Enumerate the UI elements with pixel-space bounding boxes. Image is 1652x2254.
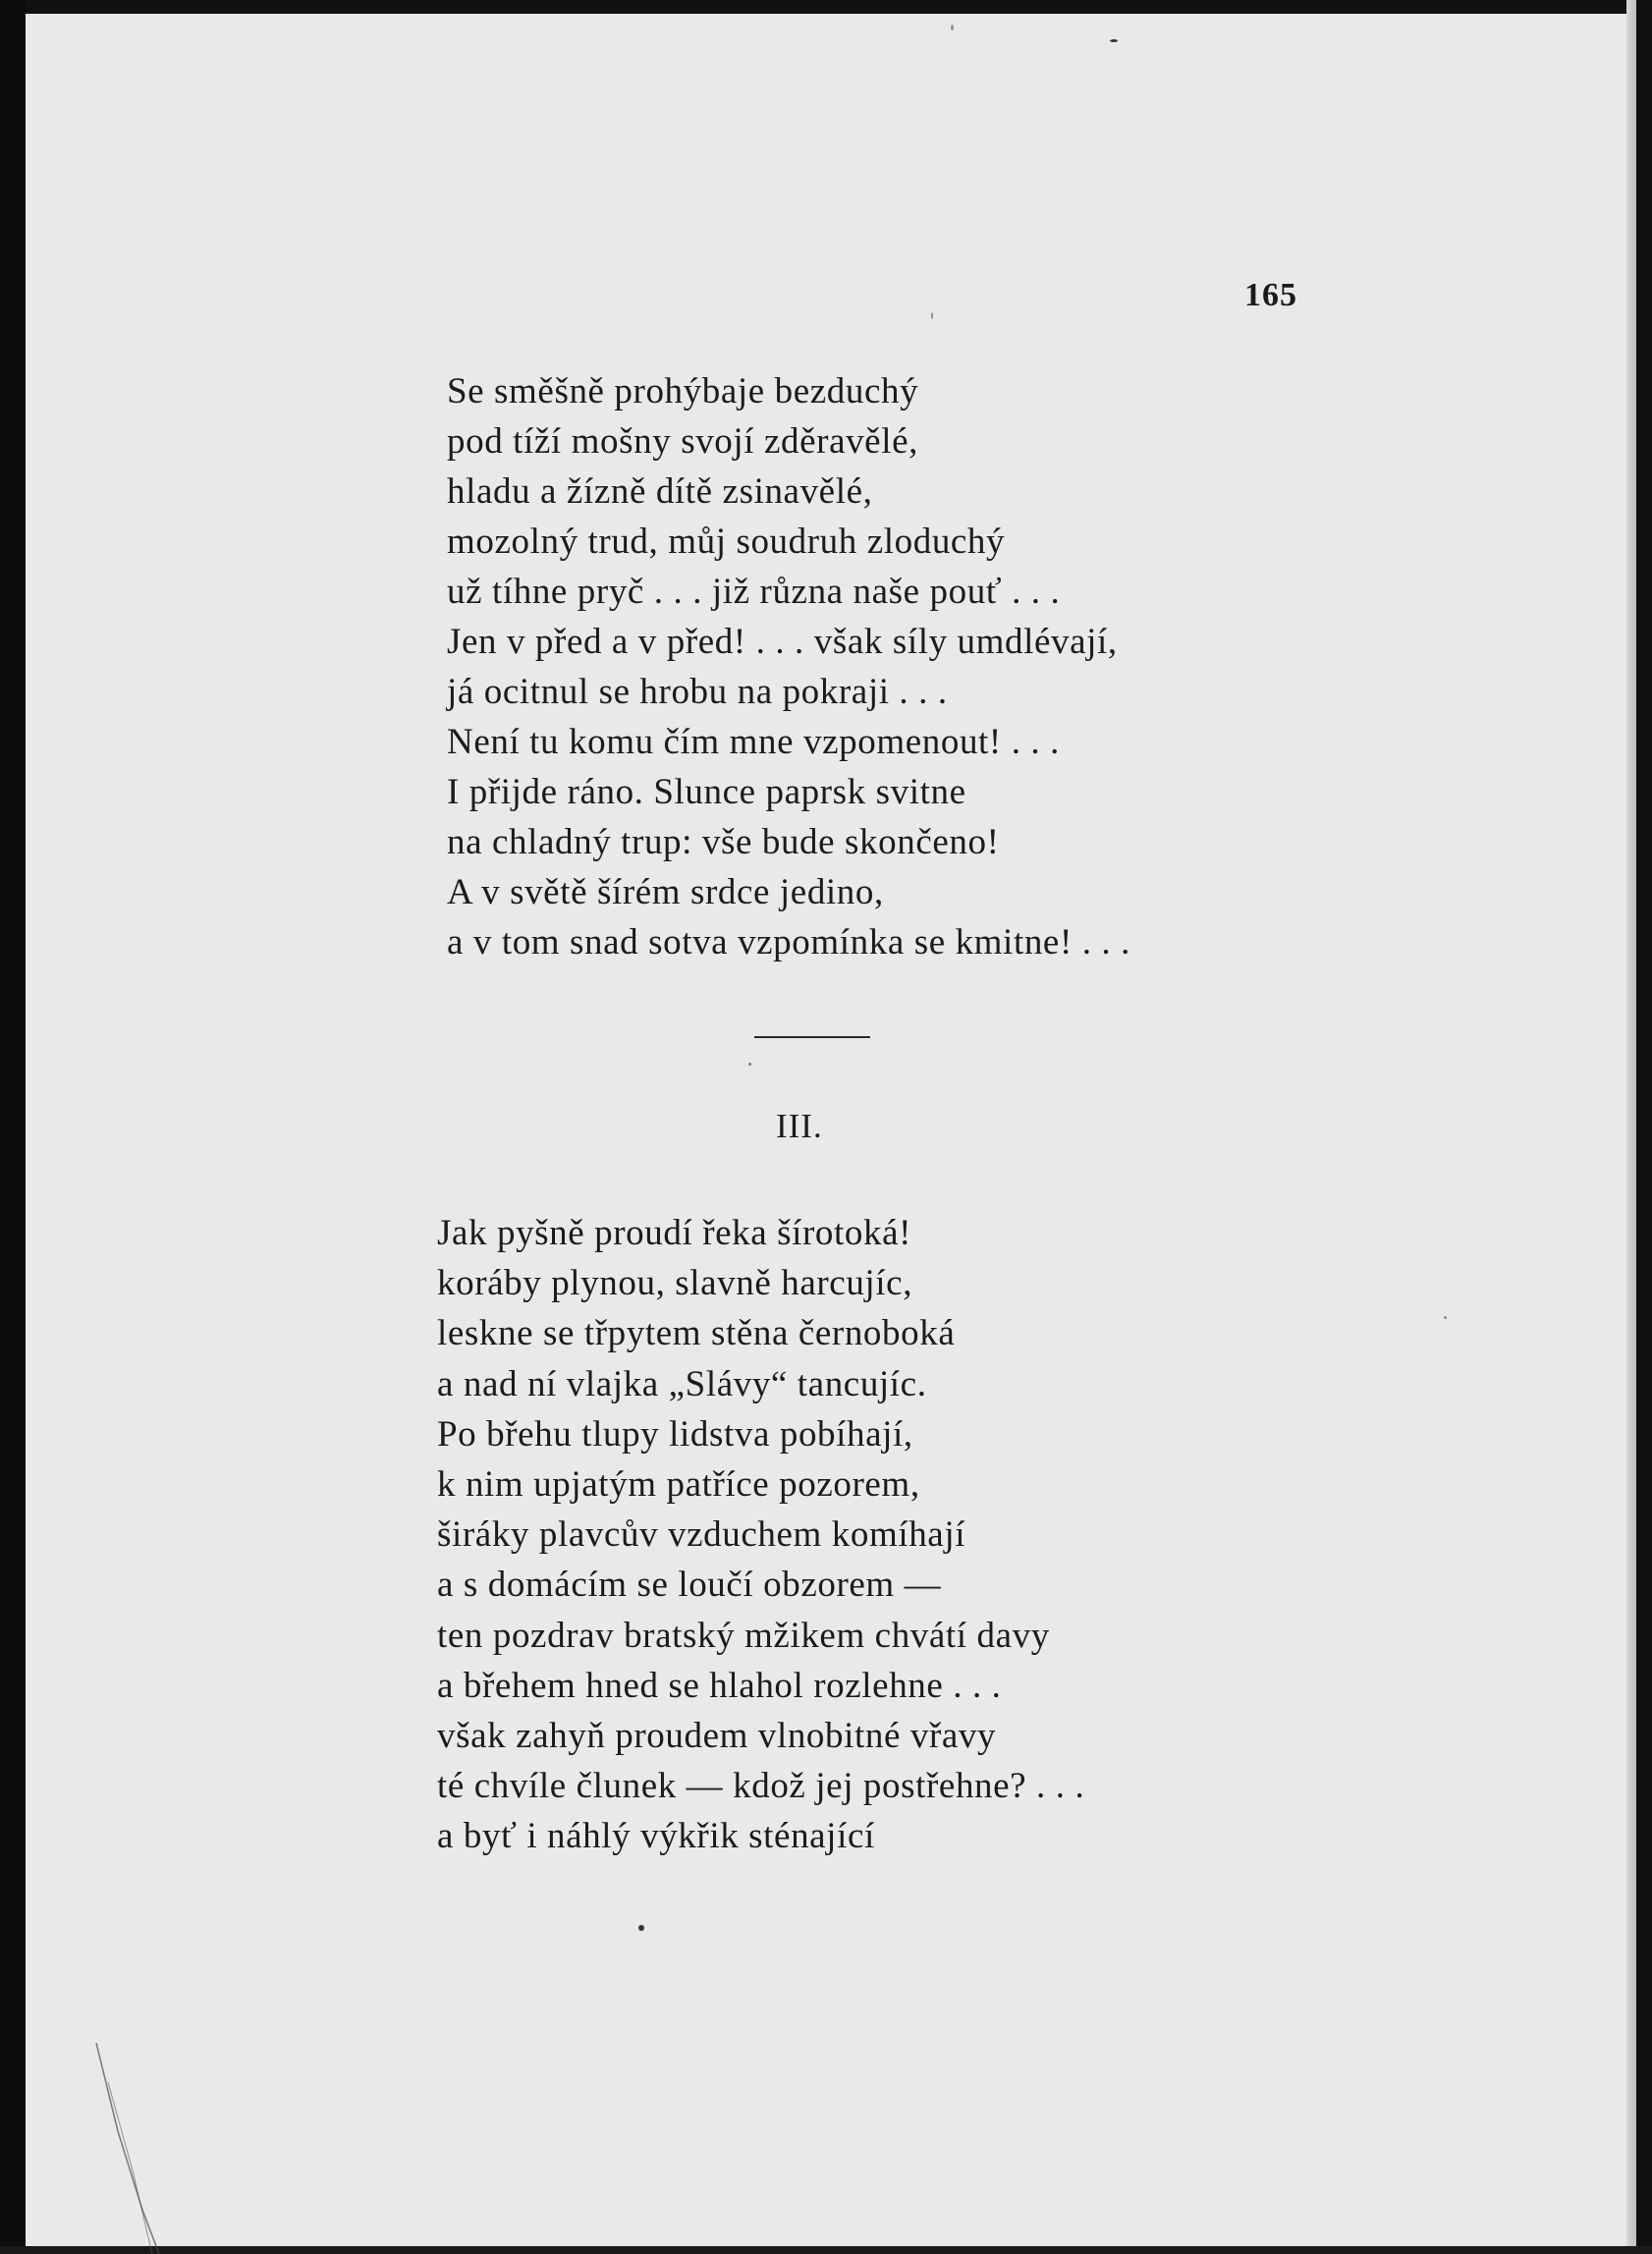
verse-line: mozolný trud, můj soudruh zloduchý: [447, 522, 1006, 562]
verse-line: však zahyň proudem vlnobitné vřavy: [437, 1715, 997, 1756]
scan-border-right: [1636, 0, 1652, 2254]
poem-stanza-2: [437, 1208, 1084, 1861]
verse-line: I přijde ráno. Slunce paprsk svitne: [447, 772, 966, 812]
verse-line: na chladný trup: vše bude skončeno!: [447, 822, 1000, 862]
page-number: 165: [1244, 277, 1297, 313]
dust-speck: [1110, 39, 1118, 42]
verse-line: a břehem hned se hlahol rozlehne . . .: [437, 1665, 1002, 1706]
verse-line: a nad ní vlajka „Slávy“ tancujíc.: [437, 1363, 927, 1404]
section-heading: III.: [776, 1107, 823, 1145]
verse-line: hladu a žízně dítě zsinavělé,: [447, 471, 873, 512]
poem-stanza-1: [447, 366, 1130, 967]
verse-line: Se směšně prohýbaje bezduchý: [447, 371, 919, 412]
verse-line: ten pozdrav bratský mžikem chvátí davy: [437, 1615, 1050, 1656]
dust-speck: [1444, 1316, 1447, 1319]
section-divider: [754, 1036, 870, 1038]
dust-speck: [748, 1063, 751, 1066]
paper-scratch: [88, 2043, 177, 2254]
page-edge-shadow: [1626, 0, 1636, 2254]
verse-line: Jen v před a v před! . . . však síly umdlévají,: [447, 622, 1118, 662]
verse-line: a v tom snad sotva vzpomínka se kmitne! . . .: [447, 922, 1130, 962]
verse-line: pod tíží mošny svojí zděravělé,: [447, 421, 918, 462]
verse-line: Po břehu tlupy lidstva pobíhají,: [437, 1413, 913, 1455]
dust-speck: [931, 312, 933, 319]
scan-border-bottom: [0, 2246, 1652, 2254]
verse-line: Není tu komu čím mne vzpomenout! . . .: [447, 722, 1060, 762]
verse-line: a byť i náhlý výkřik sténající: [437, 1816, 875, 1857]
verse-line: širáky plavcův vzduchem komíhají: [437, 1514, 966, 1556]
dust-speck: [951, 25, 954, 30]
verse-line: já ocitnul se hrobu na pokraji . . .: [447, 672, 948, 712]
scan-border-left: [0, 0, 26, 2254]
verse-line: leskne se třpytem stěna černoboká: [437, 1313, 956, 1354]
verse-line: a s domácím se loučí obzorem —: [437, 1565, 942, 1606]
verse-line: už tíhne pryč . . . již různa naše pouť . . .: [447, 572, 1061, 612]
verse-line: té chvíle člunek — kdož jej postřehne? . . .: [437, 1766, 1085, 1807]
dust-speck: [638, 1925, 644, 1931]
verse-line: Jak pyšně proudí řeka šírotoká!: [437, 1213, 912, 1253]
scan-border-top: [0, 0, 1652, 14]
verse-line: k nim upjatým patříce pozorem,: [437, 1463, 920, 1505]
verse-line: A v světě šírém srdce jedino,: [447, 872, 884, 912]
verse-line: koráby plynou, slavně harcujíc,: [437, 1263, 913, 1304]
